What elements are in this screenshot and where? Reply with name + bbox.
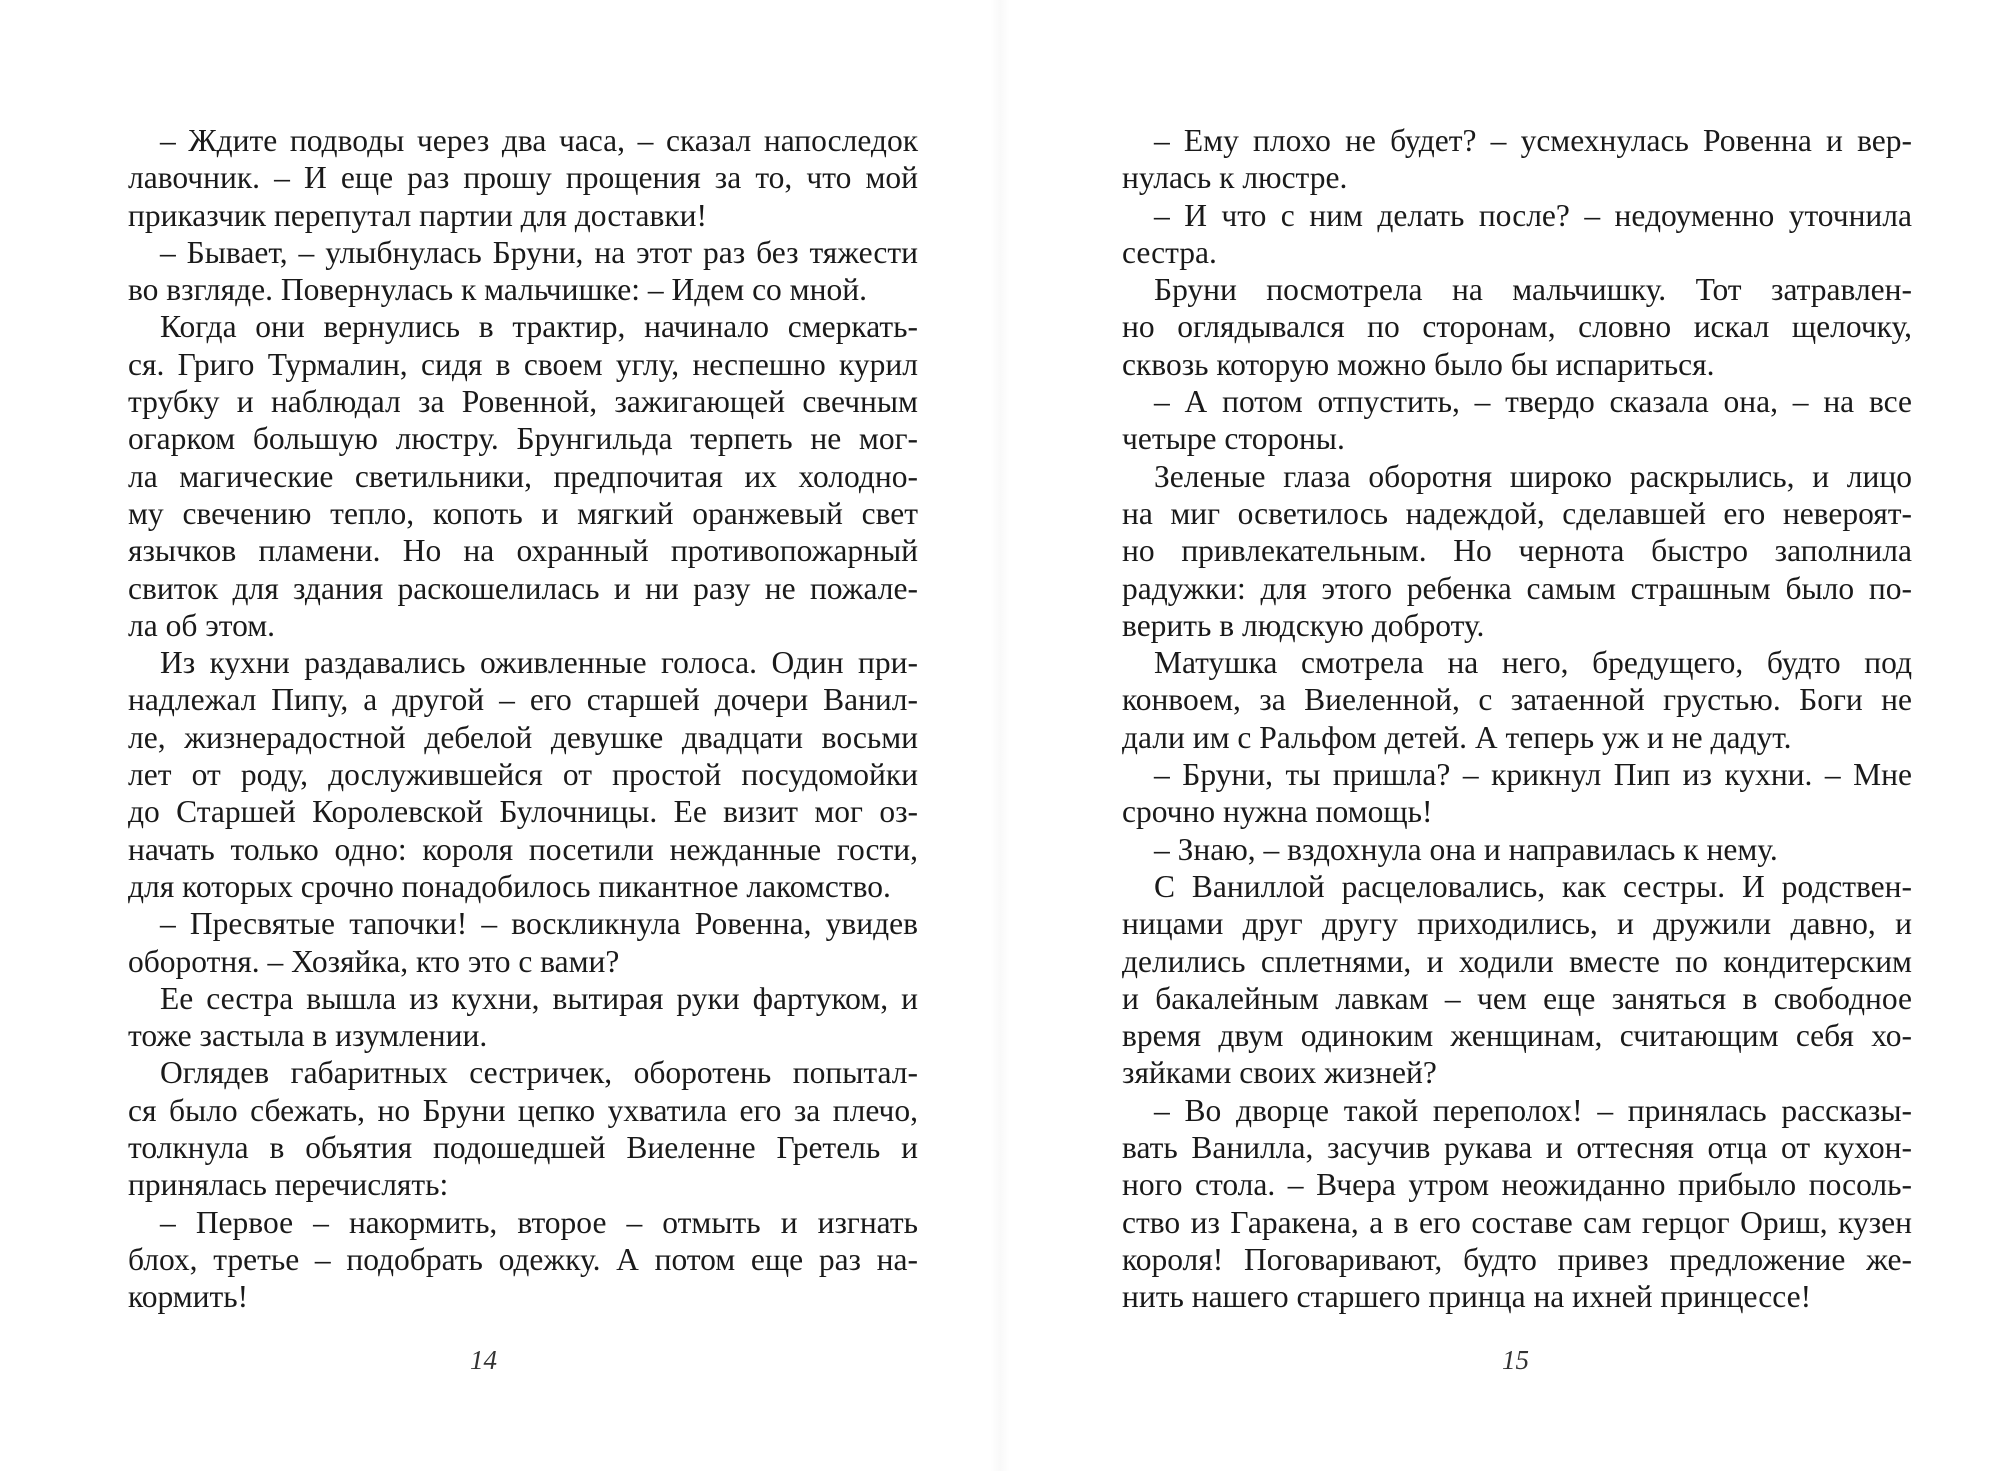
text-line: лавочник. – И еще раз прошу прощения за то, что мой <box>128 160 918 196</box>
text-line: Из кухни раздавались оживленные голоса. Один при- <box>160 645 918 681</box>
text-line: начать только одно: короля посетили нежданные гости, <box>128 831 918 867</box>
text-line: Бруни посмотрела на мальчишку. Тот затравлен- <box>1154 272 1912 308</box>
text-line: до Старшей Королевской Булочницы. Ее визит мог оз- <box>128 794 918 830</box>
text-line: трубку и наблюдал за Ровенной, зажигающей свечным <box>128 384 918 420</box>
text-line: оборотня. – Хозяйка, кто это с вами? <box>128 943 620 979</box>
text-line: му свечению тепло, копоть и мягкий оранжевый свет <box>128 495 918 531</box>
text-line: ле, жизнерадостной дебелой девушке двадцати восьми <box>128 719 918 755</box>
text-line: зяйками своих жизней? <box>1122 1055 1437 1091</box>
text-line: и бакалейным лавкам – чем еще заняться в свободное <box>1122 980 1912 1016</box>
text-line: верить в людскую доброту. <box>1122 607 1485 643</box>
text-line: Оглядев габаритных сестричек, оборотень попытал- <box>160 1055 918 1091</box>
text-line: кормить! <box>128 1279 249 1315</box>
text-line: толкнула в объятия подошедшей Виеленне Гретель и <box>128 1130 918 1166</box>
text-line: ся. Григо Турмалин, сидя в своем углу, неспешно курил <box>128 346 918 382</box>
text-line: сквозь которую можно было бы испариться. <box>1122 346 1715 382</box>
text-line: – Ему плохо не будет? – усмехнулась Ровенна и вер- <box>1154 123 1912 158</box>
text-line: на миг осветилось надеждой, сделавшей его невероят- <box>1122 495 1912 531</box>
text-line: – И что с ним делать после? – недоуменно уточнила <box>1154 197 1912 233</box>
text-line: свиток для здания раскошелилась и ни разу не пожале- <box>128 570 918 606</box>
page-number: 15 <box>1502 1345 1529 1375</box>
text-line: ницами друг другу приходились, и дружили давно, и <box>1122 906 1912 942</box>
text-line: ного стола. – Вчера утром неожиданно прибыло посоль- <box>1122 1167 1912 1203</box>
text-line: – Бывает, – улыбнулась Бруни, на этот раз без тяжести <box>160 234 918 270</box>
text-line: блох, третье – подобрать одежку. А потом еще раз на- <box>128 1241 918 1277</box>
text-line: короля! Поговаривают, будто привез предложение же- <box>1122 1241 1912 1277</box>
text-line: – Знаю, – вздохнула она и направилась к нему. <box>1154 831 1778 867</box>
text-line: – Во дворце такой переполох! – принялась рассказы- <box>1154 1092 1912 1128</box>
text-line: – А потом отпустить, – твердо сказала она, – на все <box>1154 384 1912 420</box>
text-line: Когда они вернулись в трактир, начинало смеркать- <box>160 309 918 345</box>
text-line: лет от роду, дослужившейся от простой посудомойки <box>128 757 918 793</box>
text-line: конвоем, за Виеленной, с затаенной грустью. Боги не <box>1122 682 1912 718</box>
right-page <box>1000 0 2000 1471</box>
text-line: тоже застыла в изумлении. <box>128 1018 488 1054</box>
text-line: огарком большую люстру. Брунгильда терпеть не мог- <box>128 421 918 457</box>
left-page-text <box>128 122 918 1316</box>
text-line: Ее сестра вышла из кухни, вытирая руки фартуком, и <box>160 980 918 1016</box>
text-line: Матушка смотрела на него, бредущего, будто под <box>1154 645 1912 681</box>
page-number: 14 <box>470 1345 497 1375</box>
text-line: для которых срочно понадобилось пикантное лакомство. <box>128 868 891 904</box>
text-line: – Бруни, ты пришла? – крикнул Пип из кухни. – Мне <box>1154 757 1912 793</box>
text-line: – Ждите подводы через два часа, – сказал напоследок <box>160 123 918 158</box>
text-line: но оглядывался по сторонам, словно искал щелочку, <box>1122 309 1912 345</box>
text-line: во взгляде. Повернулась к мальчишке: – Идем со мной. <box>128 272 867 308</box>
text-line: приказчик перепутал партии для доставки! <box>128 197 707 233</box>
text-line: – Первое – накормить, второе – отмыть и изгнать <box>160 1204 918 1240</box>
text-line: четыре стороны. <box>1122 421 1345 457</box>
text-line: ся было сбежать, но Бруни цепко ухватила его за плечо, <box>128 1092 918 1128</box>
text-line: но привлекательным. Но чернота быстро заполнила <box>1122 533 1912 569</box>
text-line: вать Ванилла, засучив рукава и оттесняя отца от кухон- <box>1122 1130 1912 1166</box>
text-line: нулась к люстре. <box>1122 160 1348 196</box>
text-line: срочно нужна помощь! <box>1122 794 1433 830</box>
text-line: С Ваниллой расцеловались, как сестры. И родствен- <box>1154 868 1912 904</box>
text-line: сестра. <box>1122 234 1217 270</box>
text-line: время двум одиноким женщинам, считающим себя хо- <box>1122 1018 1912 1054</box>
text-line: язычков пламени. Но на охранный противопожарный <box>128 533 918 569</box>
right-page-text <box>1122 122 1912 1316</box>
text-line: ла об этом. <box>128 607 276 643</box>
text-line: делились сплетнями, и ходили вместе по кондитерским <box>1122 943 1912 979</box>
text-line: – Пресвятые тапочки! – воскликнула Ровенна, увидев <box>160 906 918 942</box>
text-line: принялась перечислять: <box>128 1167 449 1203</box>
text-line: ство из Гаракена, а в его составе сам герцог Ориш, кузен <box>1122 1204 1912 1240</box>
text-line: ла магические светильники, предпочитая их холодно- <box>128 458 918 494</box>
text-line: надлежал Пипу, а другой – его старшей дочери Ванил- <box>128 682 918 718</box>
text-line: радужки: для этого ребенка самым страшным было по- <box>1122 570 1912 606</box>
text-line: дали им с Ральфом детей. А теперь уж и не дадут. <box>1122 719 1792 755</box>
text-line: нить нашего старшего принца на ихней принцессе! <box>1122 1279 1812 1315</box>
text-line: Зеленые глаза оборотня широко раскрылись, и лицо <box>1154 458 1912 494</box>
